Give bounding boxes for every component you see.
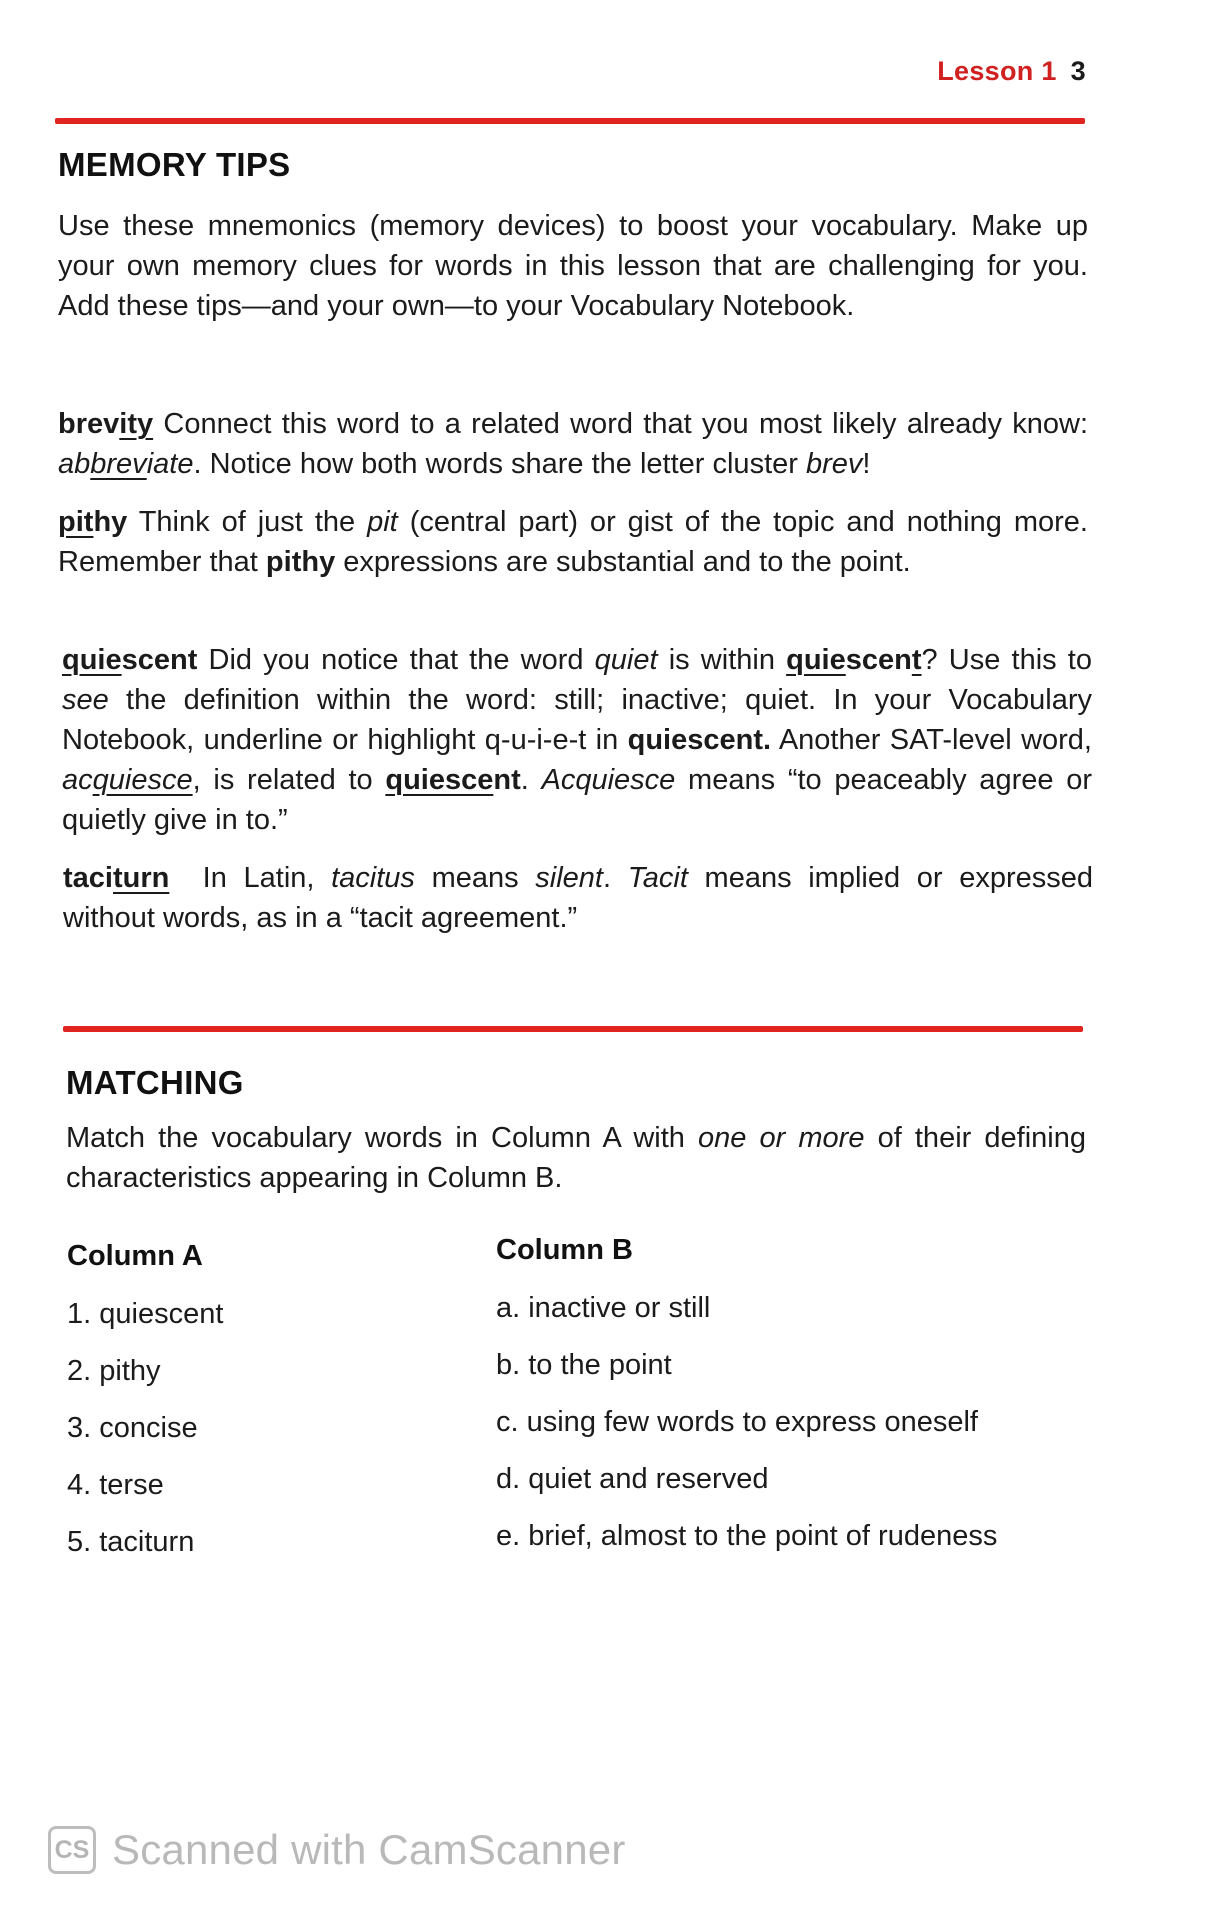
watermark-text: Scanned with CamScanner <box>112 1826 626 1873</box>
column-a-item: 2. pithy <box>67 1355 161 1387</box>
section-divider-matching <box>63 1026 1083 1032</box>
tip-headword: brevity <box>58 408 154 440</box>
matching-instructions: Match the vocabulary words in Column A with one or more of their defining characteristics appearing in Column B. <box>66 1122 1086 1194</box>
column-a-list <box>67 1294 223 1579</box>
tip-quiescent: quiescent Did you notice that the word quiet is within quiescent? Use this to see the definition within the word: still; inactive; quiet. In your Vocabulary Notebook, underline or highlight q-u-i-e-t in quiescent. Another SAT-level word, acquiesce, is related to quiescent. Acquiesce means “to peaceably agree or quietly give in to.” <box>62 644 1092 836</box>
memory-tips-heading: MEMORY TIPS <box>58 146 291 183</box>
running-head <box>937 56 1086 87</box>
matching-heading: MATCHING <box>66 1064 244 1101</box>
column-a-title: Column A <box>67 1240 203 1272</box>
column-b-title: Column B <box>496 1234 633 1266</box>
tip-pithy: pithy Think of just the pit (central part) or gist of the topic and nothing more. Remember that pithy expressions are substantial and to the point. <box>58 506 1088 578</box>
camscanner-logo-icon: CS <box>48 1826 96 1874</box>
column-b-item: e. brief, almost to the point of rudeness <box>496 1520 998 1552</box>
tip-taciturn: taciturn In Latin, tacitus means silent. Tacit means implied or expressed without words, as in a “tacit agreement.” <box>63 862 1093 934</box>
memory-tips-intro: Use these mnemonics (memory devices) to boost your vocabulary. Make up your own memory clues for words in this lesson that are challenging for you. Add these tips—and your own—to your Vocabulary Notebook. <box>58 210 1088 322</box>
column-b-item: b. to the point <box>496 1349 672 1381</box>
column-b-item: a. inactive or still <box>496 1292 711 1324</box>
column-a-item: 3. concise <box>67 1412 198 1444</box>
section-divider-top <box>55 118 1085 124</box>
camscanner-watermark <box>48 1826 626 1874</box>
column-a-item: 1. quiescent <box>67 1298 224 1330</box>
column-b-list <box>496 1288 997 1573</box>
tip-headword: quiescent <box>62 644 198 676</box>
page-number: 3 <box>1070 56 1086 86</box>
tip-headword: taciturn <box>63 862 170 894</box>
tip-brevity: brevity Connect this word to a related word that you most likely already know: abbreviate. Notice how both words share the letter cluster brev! <box>58 408 1089 480</box>
column-a-item: 4. terse <box>67 1469 164 1501</box>
lesson-label: Lesson 1 <box>937 56 1057 86</box>
column-b-item: d. quiet and reserved <box>496 1463 769 1495</box>
column-a-item: 5. taciturn <box>67 1526 195 1558</box>
column-b-item: c. using few words to express oneself <box>496 1406 978 1438</box>
tip-headword: pithy <box>58 506 128 538</box>
